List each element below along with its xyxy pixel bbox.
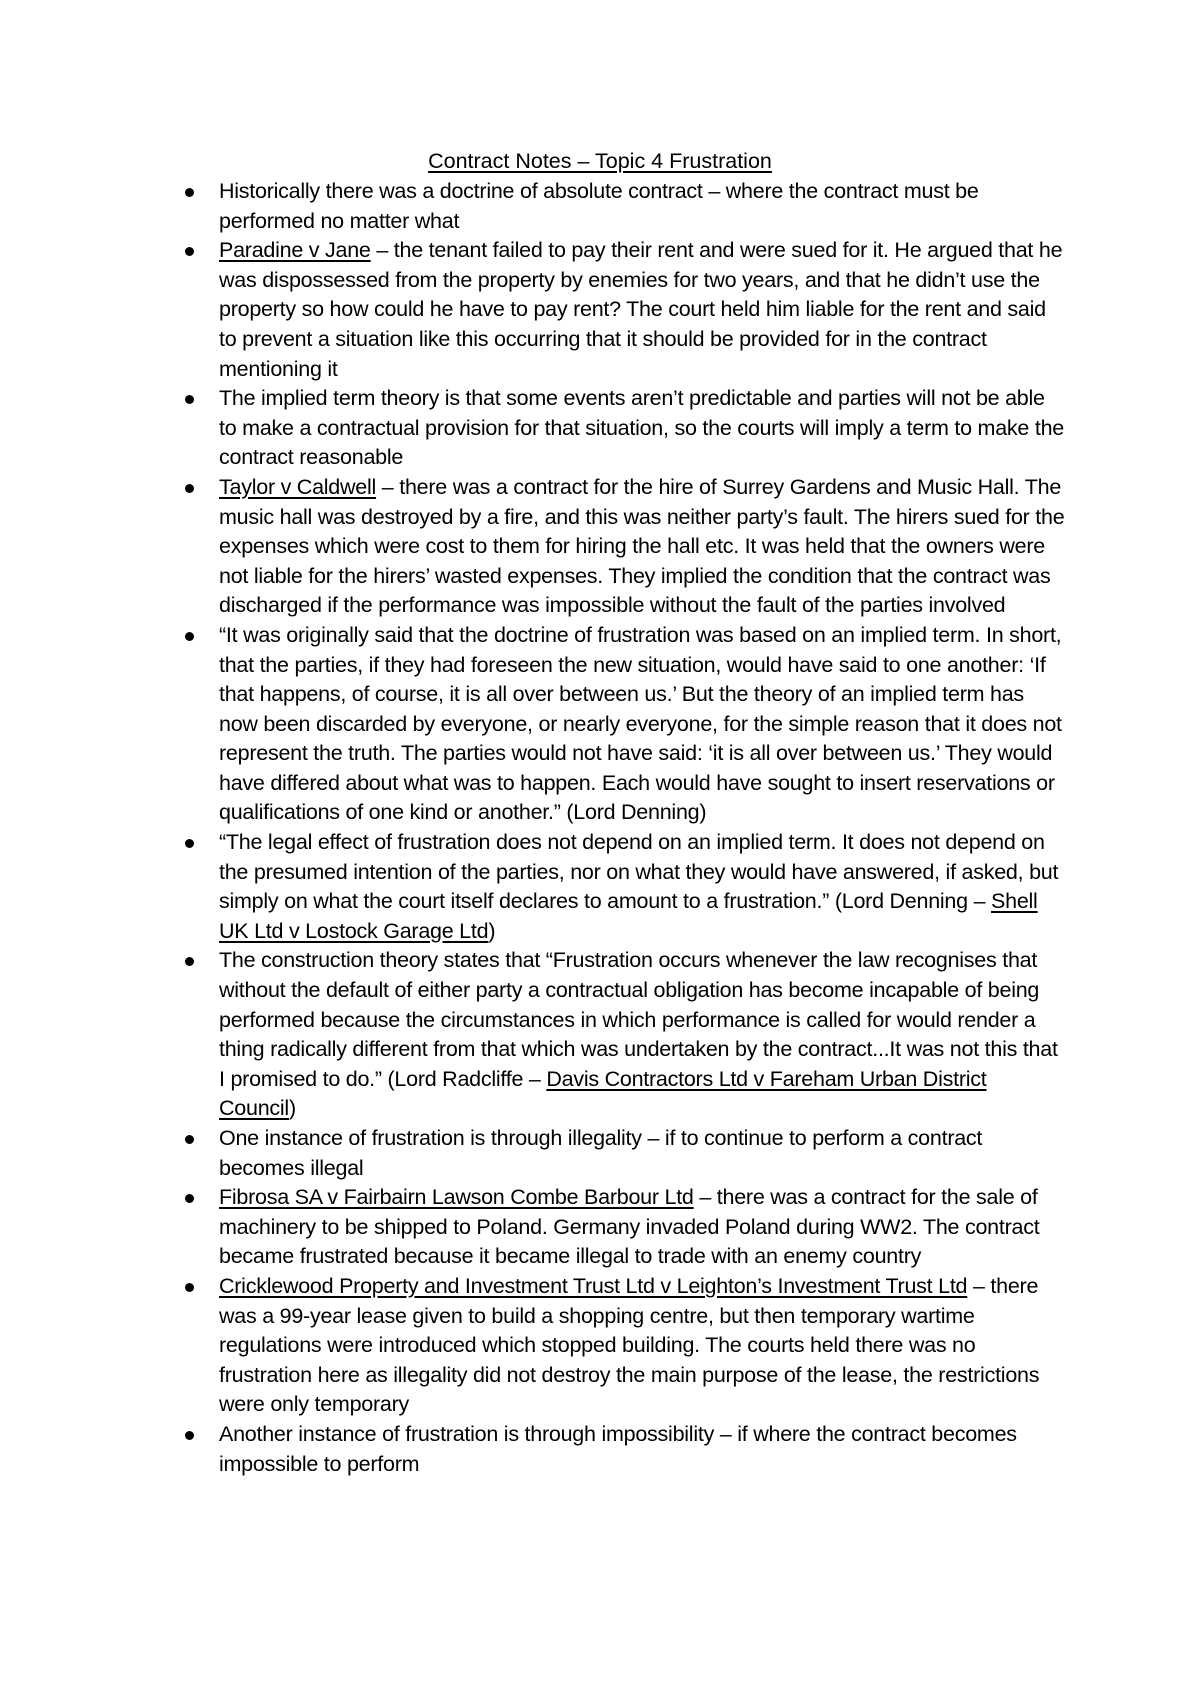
note-closing: )	[488, 918, 496, 943]
list-item	[185, 621, 1065, 828]
bullet-icon	[185, 484, 194, 493]
note-text: The implied term theory is that some events aren’t predictable and parties will not be able to make a contractual provision for that situation, so the courts will imply a term to make the contract reasonable	[219, 386, 1064, 470]
note-closing: )	[288, 1096, 296, 1121]
list-item	[185, 177, 1065, 236]
bullet-icon	[185, 839, 194, 848]
bullet-icon	[185, 1431, 194, 1440]
note-text: The construction theory states that “Frustration occurs whenever the law recognises that without the default of either party a contractual obligation has become incapable of being performed because the circumstances in which performance is called for would render a thing radically different from that which was undertaken by the contract...It was not this that I promised to do.” (Lord Radcliffe –	[219, 948, 1058, 1091]
page-title: Contract Notes – Topic 4 Frustration	[428, 149, 772, 173]
notes-list	[185, 177, 1065, 1479]
note-text: – there was a 99-year lease given to build a shopping centre, but then temporary wartime regulations were introduced which stopped building. The courts held there was no frustration here as illegality did not destroy the main purpose of the lease, the restrictions were only temporary	[219, 1273, 1040, 1417]
case-name: Taylor v Caldwell	[219, 474, 377, 499]
list-item	[185, 1420, 1065, 1479]
case-name: Shell UK Ltd v Lostock Garage Ltd	[219, 889, 1038, 943]
note-text: – there was a contract for the sale of machinery to be shipped to Poland. Germany invaded Poland during WW2. The contract became frustrated because it became illegal to trade with an enemy country	[219, 1185, 1040, 1269]
list-item	[185, 473, 1065, 621]
bullet-icon	[185, 1283, 194, 1292]
list-item	[185, 828, 1065, 946]
note-text: Another instance of frustration is through impossibility – if where the contract becomes impossible to perform	[219, 1421, 1017, 1476]
list-item	[185, 1124, 1065, 1183]
bullet-icon	[185, 247, 194, 256]
list-item	[185, 236, 1065, 384]
note-text: – there was a contract for the hire of Surrey Gardens and Music Hall. The music hall was destroyed by a fire, and this was neither party’s fault. The hirers sued for the expenses which were cost to them for hiring the hall etc. It was held that the owners were not liable for the hirers’ wasted expenses. They implied the condition that the contract was discharged if the performance was impossible without the fault of the parties involved	[219, 474, 1065, 618]
bullet-icon	[185, 1135, 194, 1144]
case-name: Fibrosa SA v Fairbairn Lawson Combe Barbour Ltd	[219, 1185, 694, 1210]
bullet-icon	[185, 632, 194, 641]
bullet-icon	[185, 188, 194, 197]
note-text: – the tenant failed to pay their rent and were sued for it. He argued that he was dispossessed from the property by enemies for two years, and that he didn’t use the property so how could he have to pay rent? The court held him liable for the rent and said to prevent a situation like this occurring that it should be provided for in the contract mentioning it	[219, 238, 1063, 381]
case-name: Cricklewood Property and Investment Trust Ltd v Leighton’s Investment Trust Ltd	[219, 1273, 968, 1298]
note-text: “It was originally said that the doctrine of frustration was based on an implied term. In short, that the parties, if they had foreseen the new situation, would have said to one another: ‘If that happens, of course, it is all over between us.’ But the theory of an implied term has now been discarded by everyone, or nearly everyone, for the simple reason that it does not represent the truth. The parties would not have said: ‘it is all over between us.’ They would have differed about what was to happen. Each would have sought to insert reservations or qualifications of one kind or another.” (Lord Denning)	[219, 622, 1062, 825]
case-name: Davis Contractors Ltd v Fareham Urban District Council	[219, 1066, 987, 1121]
bullet-icon	[185, 957, 194, 966]
list-item	[185, 946, 1065, 1124]
note-text: One instance of frustration is through illegality – if to continue to perform a contract becomes illegal	[219, 1126, 983, 1180]
list-item	[185, 384, 1065, 473]
list-item	[185, 1183, 1065, 1272]
note-text: “The legal effect of frustration does not depend on an implied term. It does not depend on the presumed intention of the parties, nor on what they would have answered, if asked, but simply on what the court itself declares to amount to a frustration.” (Lord Denning –	[219, 830, 1059, 914]
case-name: Paradine v Jane	[219, 238, 371, 263]
bullet-icon	[185, 1194, 194, 1203]
list-item	[185, 1272, 1065, 1420]
note-text: Historically there was a doctrine of absolute contract – where the contract must be performed no matter what	[219, 179, 979, 233]
bullet-icon	[185, 395, 194, 404]
